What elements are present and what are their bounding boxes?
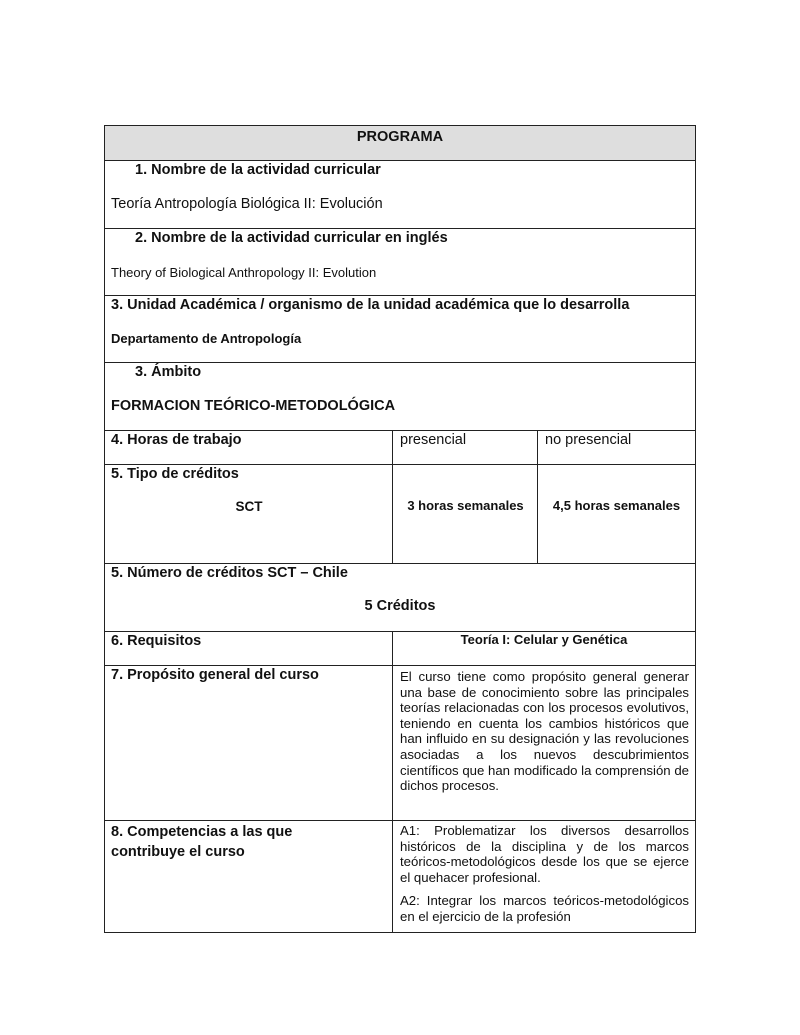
section-5-col2 <box>393 465 538 564</box>
section-ambito-heading: 3. Ámbito <box>135 364 202 380</box>
section-1 <box>105 161 695 229</box>
section-3 <box>105 296 695 363</box>
section-7-label <box>105 666 393 821</box>
section-5-label <box>105 465 393 564</box>
no-presencial-hours: 4,5 horas semanales <box>552 498 681 513</box>
program-title <box>105 126 695 161</box>
section-7-value: El curso tiene como propósito general generar una base de conocimiento sobre las principales teorías relacionadas con los procesos evolutivos, teniendo en cuenta los cambios históricos que han influido en su designación y las revoluciones asociadas a los nuevos descubrimientos científicos que han modificado la comprensión de dichos procesos. <box>393 666 695 821</box>
section-4-label <box>105 431 393 465</box>
section-4-heading: 4. Horas de trabajo <box>111 432 242 448</box>
section-credits <box>105 564 695 632</box>
section-1-heading: 1. Nombre de la actividad curricular <box>135 162 381 178</box>
competencia-a1: A1: Problematizar los diversos desarrollos históricos de la disciplina y de los marcos teóricos-metodológicos desde los que se ejerce el quehacer profesional. <box>400 823 689 885</box>
presencial-label: presencial <box>400 432 467 448</box>
section-credits-heading: 5. Número de créditos SCT – Chile <box>111 565 348 581</box>
section-2 <box>105 229 695 296</box>
presencial-hours: 3 horas semanales <box>407 498 524 513</box>
section-3-heading: 3. Unidad Académica / organismo de la unidad académica que lo desarrolla <box>111 297 630 313</box>
section-4-col3 <box>538 431 695 465</box>
section-3-value: Departamento de Antropología <box>111 331 302 346</box>
section-5-heading: 5. Tipo de créditos <box>111 466 239 482</box>
section-6-value-cell <box>393 632 695 666</box>
section-2-value: Theory of Biological Anthropology II: Evolution <box>111 265 377 280</box>
section-6-label <box>105 632 393 666</box>
section-1-value: Teoría Antropología Biológica II: Evolución <box>111 196 383 212</box>
section-2-heading: 2. Nombre de la actividad curricular en inglés <box>135 230 448 246</box>
section-8-heading-line1: 8. Competencias a las que <box>111 824 293 840</box>
section-8-heading-line2: contribuye el curso <box>111 844 245 860</box>
program-table <box>104 125 696 933</box>
section-8-value <box>393 821 695 932</box>
section-ambito <box>105 363 695 431</box>
section-6-heading: 6. Requisitos <box>111 633 202 649</box>
competencia-a2: A2: Integrar los marcos teóricos-metodológicos en el ejercicio de la profesión <box>400 893 689 924</box>
section-8-heading <box>111 822 292 862</box>
program-title-text: PROGRAMA <box>356 129 444 145</box>
section-8-label <box>105 821 393 932</box>
section-5-col3 <box>538 465 695 564</box>
credits-value: 5 Créditos <box>364 598 436 614</box>
section-7-heading: 7. Propósito general del curso <box>111 667 319 683</box>
sct-value: SCT <box>235 499 263 514</box>
no-presencial-label: no presencial <box>545 432 632 448</box>
section-ambito-value: FORMACION TEÓRICO-METODOLÓGICA <box>111 398 396 414</box>
requisitos-value: Teoría I: Celular y Genética <box>460 632 628 647</box>
section-4-col2 <box>393 431 538 465</box>
